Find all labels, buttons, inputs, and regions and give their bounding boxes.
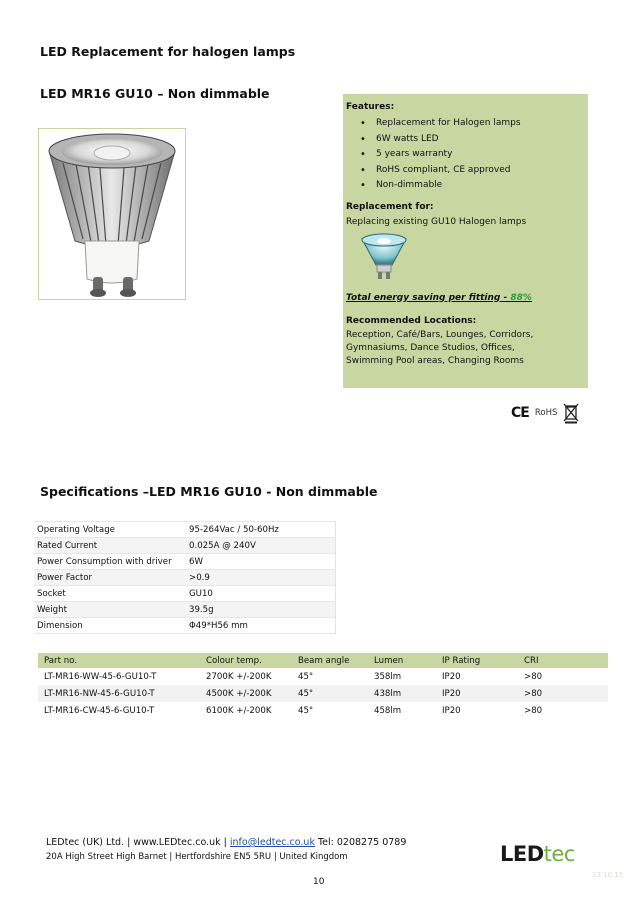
table-cell: 438lm bbox=[368, 685, 436, 702]
table-header-row bbox=[38, 653, 608, 668]
table-cell: 2700K +/-200K bbox=[206, 671, 272, 682]
table-row bbox=[38, 702, 608, 719]
table-cell: IP20 bbox=[442, 671, 461, 682]
ledtec-logo bbox=[500, 842, 575, 866]
table-cell: 358lm bbox=[374, 671, 402, 682]
document-date: 23.10.15 bbox=[592, 871, 624, 879]
table-row bbox=[38, 685, 608, 702]
replacement-text: Replacing existing GU10 Halogen lamps bbox=[346, 216, 527, 227]
features-list bbox=[346, 116, 578, 194]
spec-value: >0.9 bbox=[186, 570, 336, 586]
replacement-heading: Replacement for: bbox=[346, 201, 434, 212]
table-cell: 4500K +/-200K bbox=[200, 685, 292, 702]
footer bbox=[46, 836, 406, 864]
table-row bbox=[38, 668, 608, 685]
table-row bbox=[34, 602, 336, 618]
rohs-icon: RoHS bbox=[534, 408, 558, 418]
table-cell: 458lm bbox=[374, 705, 402, 716]
spec-key: Power Consumption with driver bbox=[34, 554, 186, 570]
spec-table bbox=[34, 521, 336, 634]
footer-line-contact bbox=[46, 836, 406, 850]
footer-phone: Tel: 0208275 0789 bbox=[314, 837, 407, 848]
column-header: Beam angle bbox=[292, 653, 368, 668]
footer-address: 20A High Street High Barnet | Hertfordshire EN5 5RU | United Kingdom bbox=[46, 852, 348, 862]
table-cell: 45° bbox=[292, 685, 368, 702]
energy-saving bbox=[346, 291, 578, 306]
table-cell: 45° bbox=[298, 705, 314, 716]
certification-marks bbox=[511, 400, 579, 426]
spec-key: Socket bbox=[34, 586, 186, 602]
column-header: Lumen bbox=[368, 653, 436, 668]
table-cell: 45° bbox=[298, 671, 314, 682]
feature-item: • Replacement for Halogen lamps bbox=[346, 116, 578, 132]
locations-heading: Recommended Locations: bbox=[346, 315, 477, 326]
page-number: 10 bbox=[313, 877, 325, 887]
spec-value: 6W bbox=[186, 554, 336, 570]
halogen-lamp-image bbox=[360, 233, 408, 281]
locations-text: Reception, Café/Bars, Lounges, Corridors, Gymnasiums, Dance Studios, Offices, Swimming Pool areas, Changing Rooms bbox=[346, 329, 534, 366]
table-cell: >80 bbox=[524, 705, 543, 716]
spec-value: 95-264Vac / 50-60Hz bbox=[186, 522, 336, 538]
logo-tec-text: tec bbox=[543, 842, 575, 866]
product-table bbox=[38, 653, 608, 719]
features-heading: Features: bbox=[346, 102, 395, 112]
features-panel bbox=[343, 94, 588, 388]
table-cell: LT-MR16-NW-45-6-GU10-T bbox=[38, 685, 200, 702]
table-cell: IP20 bbox=[442, 705, 461, 716]
lamp-image bbox=[38, 128, 186, 300]
spec-value: 0.025A @ 240V bbox=[186, 538, 336, 554]
spec-value: GU10 bbox=[186, 586, 336, 602]
table-row bbox=[34, 522, 336, 538]
feature-item: • Non-dimmable bbox=[346, 178, 578, 194]
spec-key: Weight bbox=[34, 602, 186, 618]
halogen-lamp-icon bbox=[360, 233, 408, 281]
table-cell: LT-MR16-CW-45-6-GU10-T bbox=[44, 705, 155, 716]
table-row bbox=[34, 586, 336, 602]
table-cell: >80 bbox=[524, 671, 543, 682]
table-cell: 6100K +/-200K bbox=[206, 705, 272, 716]
table-cell: LT-MR16-WW-45-6-GU10-T bbox=[44, 671, 157, 682]
spec-key: Operating Voltage bbox=[34, 522, 186, 538]
spec-heading: Specifications –LED MR16 GU10 - Non dimmable bbox=[40, 484, 378, 499]
table-cell: IP20 bbox=[436, 685, 518, 702]
feature-item: • 6W watts LED bbox=[346, 132, 578, 148]
column-header: IP Rating bbox=[436, 653, 518, 668]
spec-key: Power Factor bbox=[34, 570, 186, 586]
footer-company: LEDtec (UK) Ltd. | www.LEDtec.co.uk | bbox=[46, 837, 230, 848]
table-row bbox=[34, 554, 336, 570]
energy-saving-value: 88% bbox=[510, 292, 532, 303]
gu10-lamp-icon bbox=[39, 129, 185, 299]
page-title: LED Replacement for halogen lamps bbox=[40, 44, 296, 59]
table-row bbox=[34, 538, 336, 554]
column-header: Part no. bbox=[38, 653, 200, 668]
table-row bbox=[34, 570, 336, 586]
spec-value: Φ49*H56 mm bbox=[186, 618, 336, 634]
table-row bbox=[34, 618, 336, 634]
product-subtitle: LED MR16 GU10 – Non dimmable bbox=[40, 86, 270, 101]
table-cell: >80 bbox=[518, 685, 608, 702]
logo-led-text: LED bbox=[500, 842, 544, 866]
ce-mark-icon: CE bbox=[511, 405, 529, 421]
email-link[interactable]: info@ledtec.co.uk bbox=[229, 837, 315, 848]
feature-item: • 5 years warranty bbox=[346, 147, 578, 163]
feature-item: • RoHS compliant, CE approved bbox=[346, 163, 578, 179]
spec-key: Dimension bbox=[34, 618, 186, 634]
column-header: Colour temp. bbox=[200, 653, 292, 668]
spec-value: 39.5g bbox=[186, 602, 336, 618]
column-header: CRI bbox=[518, 653, 608, 668]
energy-saving-label: Total energy saving per fitting - bbox=[346, 292, 511, 303]
weee-bin-icon bbox=[563, 402, 579, 424]
spec-key: Rated Current bbox=[34, 538, 186, 554]
